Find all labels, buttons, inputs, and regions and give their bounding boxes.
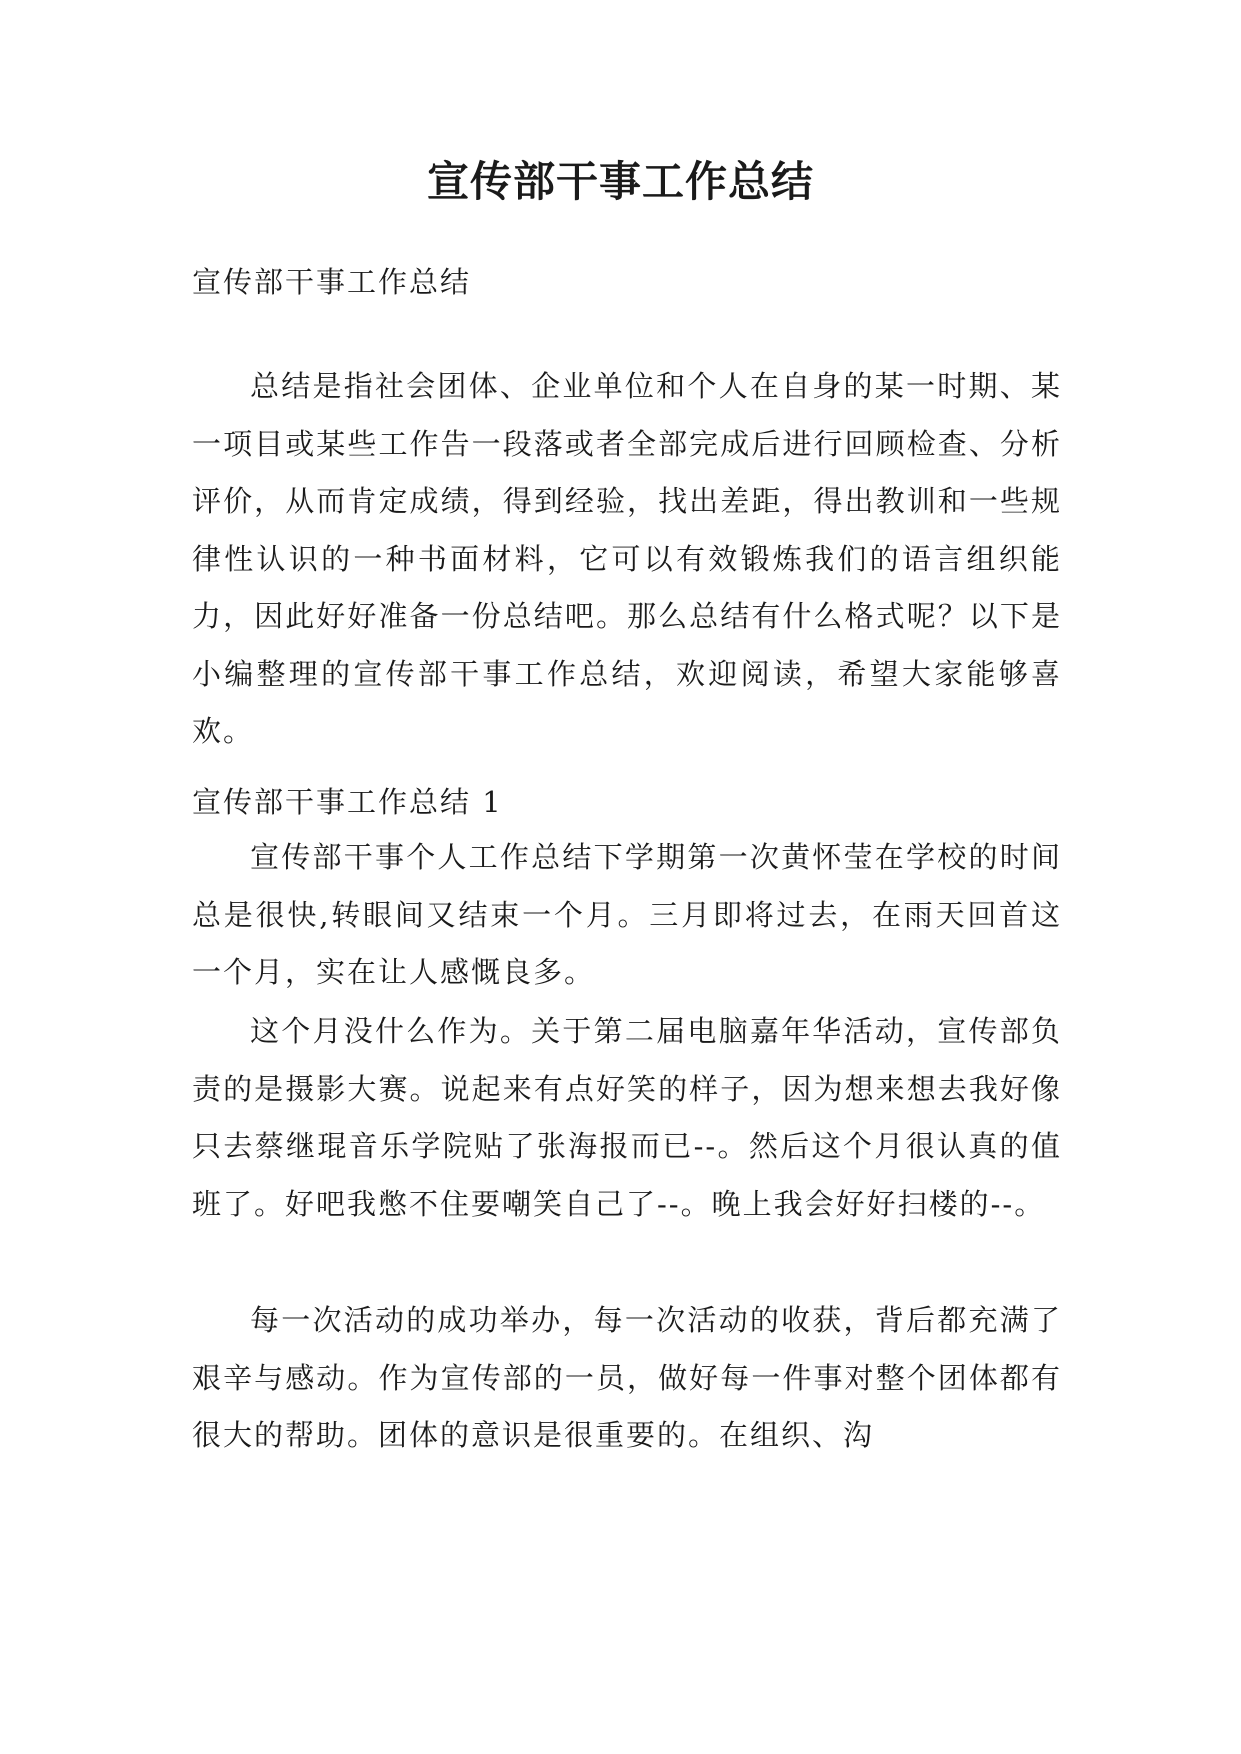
body-paragraph-3: 每一次活动的成功举办，每一次活动的收获，背后都充满了艰辛与感动。作为宣传部的一员，做好每一件事对整个团体都有很大的帮助。团体的意识是很重要的。在组织、沟	[192, 1303, 1062, 1452]
document-subtitle: 宣传部干事工作总结	[192, 265, 472, 299]
body-paragraph-1: 宣传部干事个人工作总结下学期第一次黄怀莹在学校的时间总是很快,转眼间又结束一个月。三月即将过去，在雨天回首这一个月，实在让人感慨良多。	[192, 840, 1062, 989]
document-title: 宣传部干事工作总结	[426, 157, 814, 206]
section-heading: 宣传部干事工作总结 1	[192, 785, 503, 819]
intro-paragraph: 总结是指社会团体、企业单位和个人在自身的某一时期、某一项目或某些工作告一段落或者全部完成后进行回顾检查、分析评价，从而肯定成绩，得到经验，找出差距，得出教训和一些规律性认识的一种书面材料，它可以有效锻炼我们的语言组织能力，因此好好准备一份总结吧。那么总结有什么格式呢？以下是小编整理的宣传部干事工作总结，欢迎阅读，希望大家能够喜欢。	[192, 369, 1062, 748]
body-paragraph-2: 这个月没什么作为。关于第二届电脑嘉年华活动，宣传部负责的是摄影大赛。说起来有点好笑的样子，因为想来想去我好像只去蔡继琨音乐学院贴了张海报而已--。然后这个月很认真的值班了。好吧我憋不住要嘲笑自己了--。晚上我会好好扫楼的--。	[192, 1014, 1062, 1221]
